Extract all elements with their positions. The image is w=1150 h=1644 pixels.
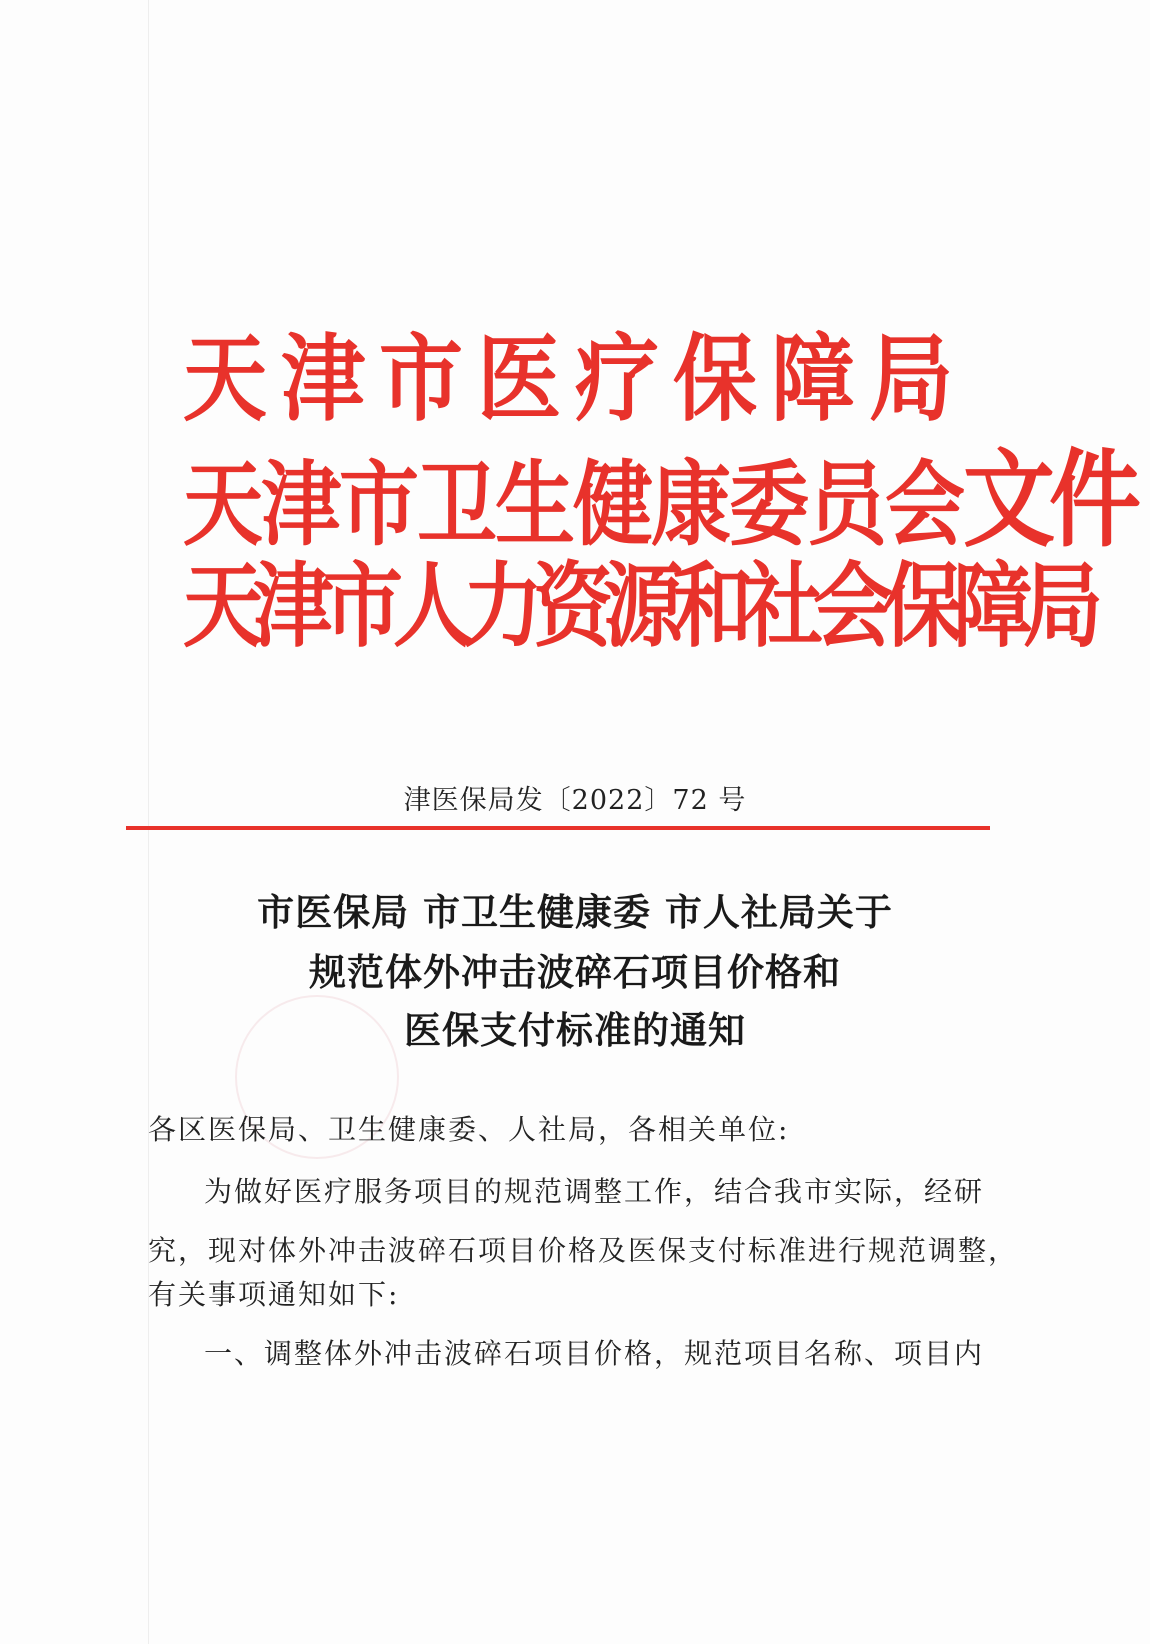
issuer-header-line-1: 天津市医疗保障局 [183,323,968,434]
document-title-line-1: 市医保局 市卫生健康委 市人社局关于 [257,890,893,934]
issuer-header-line-2-main: 天津市卫生健康委员会 [183,450,963,559]
document-number: 津医保局发〔2022〕72 号 [403,785,747,816]
scan-fold-line [148,0,149,1644]
paragraph-2-line-1: 一、调整体外冲击波碎石项目价格，规范项目名称、项目内 [204,1337,985,1370]
issuer-header-line-2 [183,437,1136,562]
salutation: 各区医保局、卫生健康委、人社局，各相关单位: [148,1113,790,1146]
issuer-header-line-3: 天津市人力资源和社会保障局 [183,551,1093,661]
issuer-header-wenjian: 文件 [963,437,1136,562]
red-separator-rule [126,826,990,830]
paragraph-1-line-2: 究，现对体外冲击波碎石项目价格及医保支付标准进行规范调整， [148,1234,1019,1267]
document-title-line-3: 医保支付标准的通知 [404,1008,746,1052]
document-title-line-2: 规范体外冲击波碎石项目价格和 [309,950,841,994]
paragraph-1-line-1: 为做好医疗服务项目的规范调整工作，结合我市实际，经研 [204,1175,985,1208]
paragraph-1-line-3: 有关事项通知如下: [148,1278,400,1311]
